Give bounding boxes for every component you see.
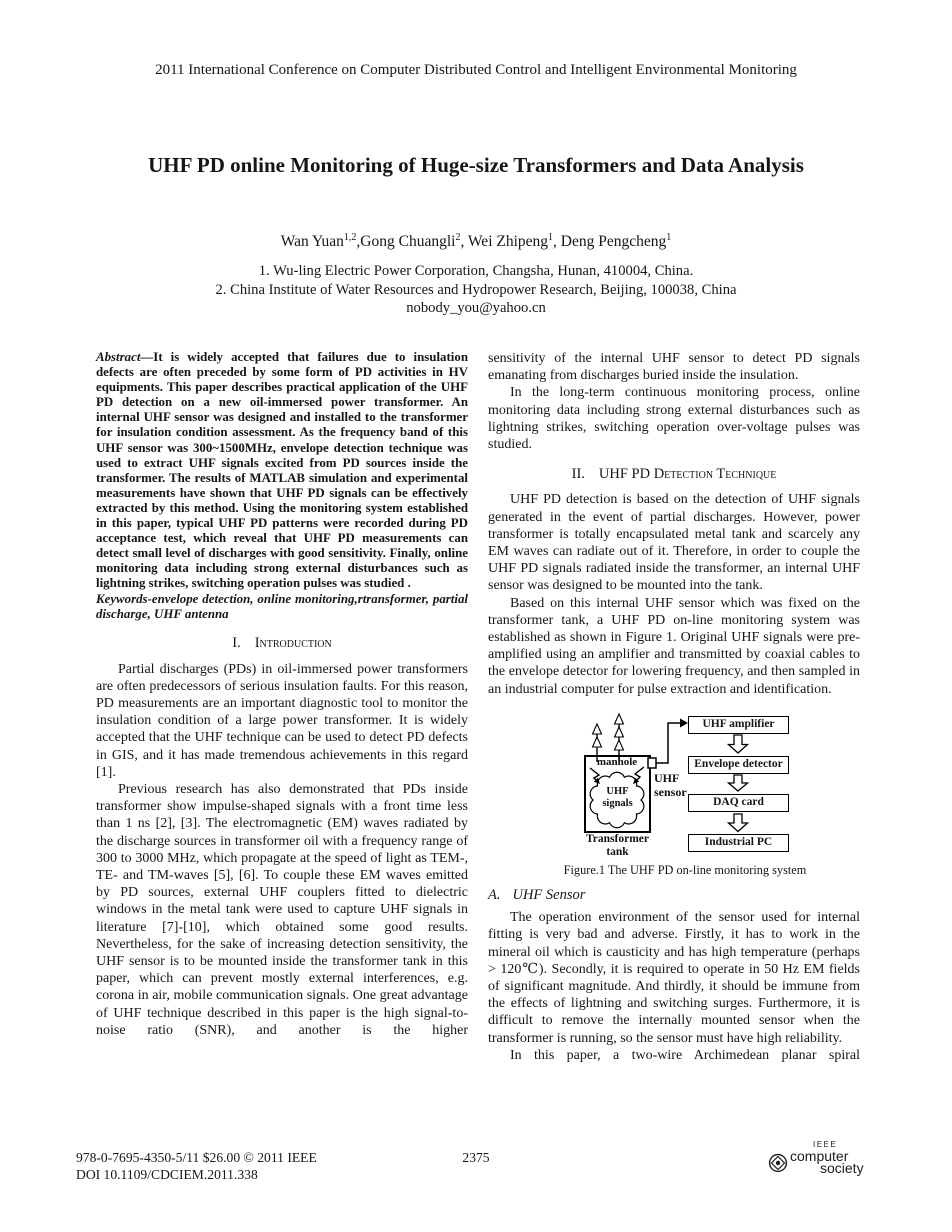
keywords-paragraph: Keywords-envelope detection, online monitoring,rtransformer, partial discharge, UHF antenna (96, 591, 468, 621)
abstract-paragraph (96, 350, 468, 592)
figure-1-diagram (583, 712, 793, 862)
author (356, 233, 460, 250)
logo-computer-text: computer (790, 1148, 849, 1164)
sensor-to-amplifier-arrow (656, 718, 688, 763)
uhf-sensor-label: UHF sensor (654, 770, 687, 799)
author-email: nobody_you@yahoo.cn (406, 300, 546, 316)
conference-header: 2011 International Conference on Computer Distributed Control and Intelligent Environmental Monitoring (155, 62, 797, 78)
detection-paragraph-2: Based on this internal UHF sensor which was fixed on the transformer tank, a UHF PD on-line monitoring system was established as shown in Figure 1. Original UHF signals were pre-amplified using an amplifier and transmitted by coaxial cables to the envelope detector for lowering frequency, and then sampled in an industrial computer for pulse extraction and identification. (488, 595, 860, 697)
subsection-letter: A. (488, 887, 501, 904)
ieee-cs-emblem-icon (768, 1153, 788, 1173)
uhf-signals-label: UHF signals (602, 785, 633, 809)
abstract-text: It is widely accepted that failures due to insulation defects are often preceded by some form of PD activities in HV equipments. This paper describes practical application of the UHF PD detection on a new oil-immersed power transformer. An internal UHF sensor was designed and installed to the transformer for insulation condition assessment. As the frequency band of this UHF sensor was 300~1500MHz, envelope detection technique was used to extract UHF signals excited from PD sources inside the transformer. The results of MATLAB simulation and experimental measurements have shown that UHF PD signals can be effectively extracted by this method. Using the monitoring system established in this paper, typical UHF PD patterns were recorded during PD acceptance test, which reveal that UHF PD measurements can detect small level of discharges with good sensitivity. Finally, online monitoring data including strong external disturbances such as lightning strikes, switching operation pulses was studied . (96, 350, 468, 591)
figure-box-uhf-amplifier: UHF amplifier (688, 716, 789, 734)
author-affil-superscript: 1 (666, 232, 672, 243)
author (281, 233, 357, 250)
flow-arrow-down-icon (729, 775, 748, 791)
section-title: UHF PD Detection Technique (598, 466, 777, 483)
author (553, 233, 671, 250)
antenna-arrow-icon (615, 714, 624, 762)
figure-box-envelope-detector: Envelope detector (688, 756, 789, 774)
author (460, 233, 553, 250)
author-name: Wan Yuan (280, 233, 344, 251)
copyright-line: 978-0-7695-4350-5/11 $26.00 © 2011 IEEE (76, 1150, 317, 1165)
section-number: II. (571, 466, 585, 483)
author-affil-superscript: 1,2 (343, 232, 357, 243)
left-column (96, 350, 468, 1039)
affiliation-line-1: 1. Wu-ling Electric Power Corporation, Changsha, Hunan, 410004, China. (258, 263, 694, 279)
author-affil-superscript: 2 (455, 232, 461, 243)
figure-1-caption: Figure.1 The UHF PD on-line monitoring system (563, 862, 807, 877)
right-column (488, 350, 860, 1064)
affiliations-block (0, 262, 952, 318)
uhf-sensor-shape (648, 758, 656, 768)
author-line (0, 232, 952, 251)
flow-arrow-down-icon (729, 814, 748, 832)
sensor-environment-paragraph: The operation environment of the sensor used for internal fitting is very bad and adverse. Firstly, it has to work in the mineral oil which is causticity and has high temperature (perhaps > 120℃). Secondly, it is required to operate in 50 Hz EM fields of significant magnitude. And thirdly, it should be immune from the effects of lightning and switching surges. Furthermore, it is difficult to remove the internally mounted sensor when the transformer is running, so the sensor must have high reliability. (488, 910, 860, 1046)
detection-paragraph-1: UHF PD detection is based on the detection of UHF signals generated in the event of partial discharges. However, power transformer is totally encapsulated metal tank and scarcely any EM waves can radiate out of it. Therefore, in order to couple the UHF PD signals radiated inside the transformer, an internal UHF sensor was designed to be mounted into the tank. (488, 492, 860, 594)
logo-society-text: society (820, 1160, 864, 1176)
continued-paragraph: sensitivity of the internal UHF sensor to detect PD signals emanating from discharges buried inside the insulation. (488, 351, 860, 384)
subsection-title: UHF Sensor (512, 887, 586, 904)
author-name: ,Gong Chuangli (356, 233, 456, 251)
monitoring-paragraph: In the long-term continuous monitoring process, online monitoring data including strong external disturbances such as lightning strikes, switching operation over-voltage pulses was studied. (488, 385, 860, 453)
affiliation-line-2: 2. China Institute of Water Resources and Hydropower Research, Beijing, 100038, China (215, 281, 737, 298)
doi-line: DOI 10.1109/CDCIEM.2011.338 (76, 1166, 258, 1182)
paper-title: UHF PD online Monitoring of Huge-size Transformers and Data Analysis (148, 153, 804, 177)
manhole-label: manhole (596, 755, 638, 768)
figure-box-daq-card: DAQ card (688, 794, 789, 812)
section-heading-introduction (96, 635, 468, 652)
section-heading-detection-technique (488, 466, 860, 483)
author-affil-superscript: 1 (548, 232, 554, 243)
spiral-antenna-paragraph: In this paper, a two-wire Archimedean planar spiral (510, 1047, 860, 1063)
intro-paragraph-1: Partial discharges (PDs) in oil-immersed power transformers are often predecessors of serious insulation faults. For this reason, PD measurements are an important diagnostic tool to monitor the insulation condition of a large power transformer. It is widely accepted that the UHF technique can be used to detect PD defects in GIS, and it has made tremendous achievements in this regard [1]. (96, 661, 468, 780)
page-number: 2375 (462, 1150, 490, 1165)
subsection-heading-uhf-sensor (488, 887, 860, 904)
figure-box-industrial-pc: Industrial PC (688, 834, 789, 852)
author-name: , Deng Pengcheng (553, 233, 667, 251)
flow-arrow-down-icon (729, 735, 748, 753)
abstract-label: Abstract— (96, 350, 154, 364)
author-name: , Wei Zhipeng (460, 233, 549, 251)
section-number: I. (232, 635, 241, 652)
section-title: Introduction (254, 635, 332, 652)
transformer-tank-label: Transformer tank (585, 832, 649, 859)
logo-ieee-text: IEEE (813, 1140, 838, 1149)
intro-paragraph-2: Previous research has also demonstrated that PDs inside transformer show impulse-shaped signals with a front time less than 1 ns [2], [3]. The electromagnetic (EM) waves radiated by the discharge sources in transformer oil with a frequency range of 300 to 3000 MHz, which propagate at the speed of light as TEM-, TE- and TM-waves [5], [6]. To couple these EM waves emitted by PD sources, external UHF couplers fitted to dielectric windows in the metal tank were used to capture UHF signals in literature [7]-[10], which obtained some good results. Nevertheless, for the sake of increasing detection sensitivity, the UHF sensor is to be mounted inside the transformer tank in this paper, which can prevent mostly external interferences, e.g. corona in air, mobile communication signals. One great advantage of UHF technique described in this paper is the high signal-to-noise ratio (SNR), and another is the higher (96, 781, 468, 1038)
